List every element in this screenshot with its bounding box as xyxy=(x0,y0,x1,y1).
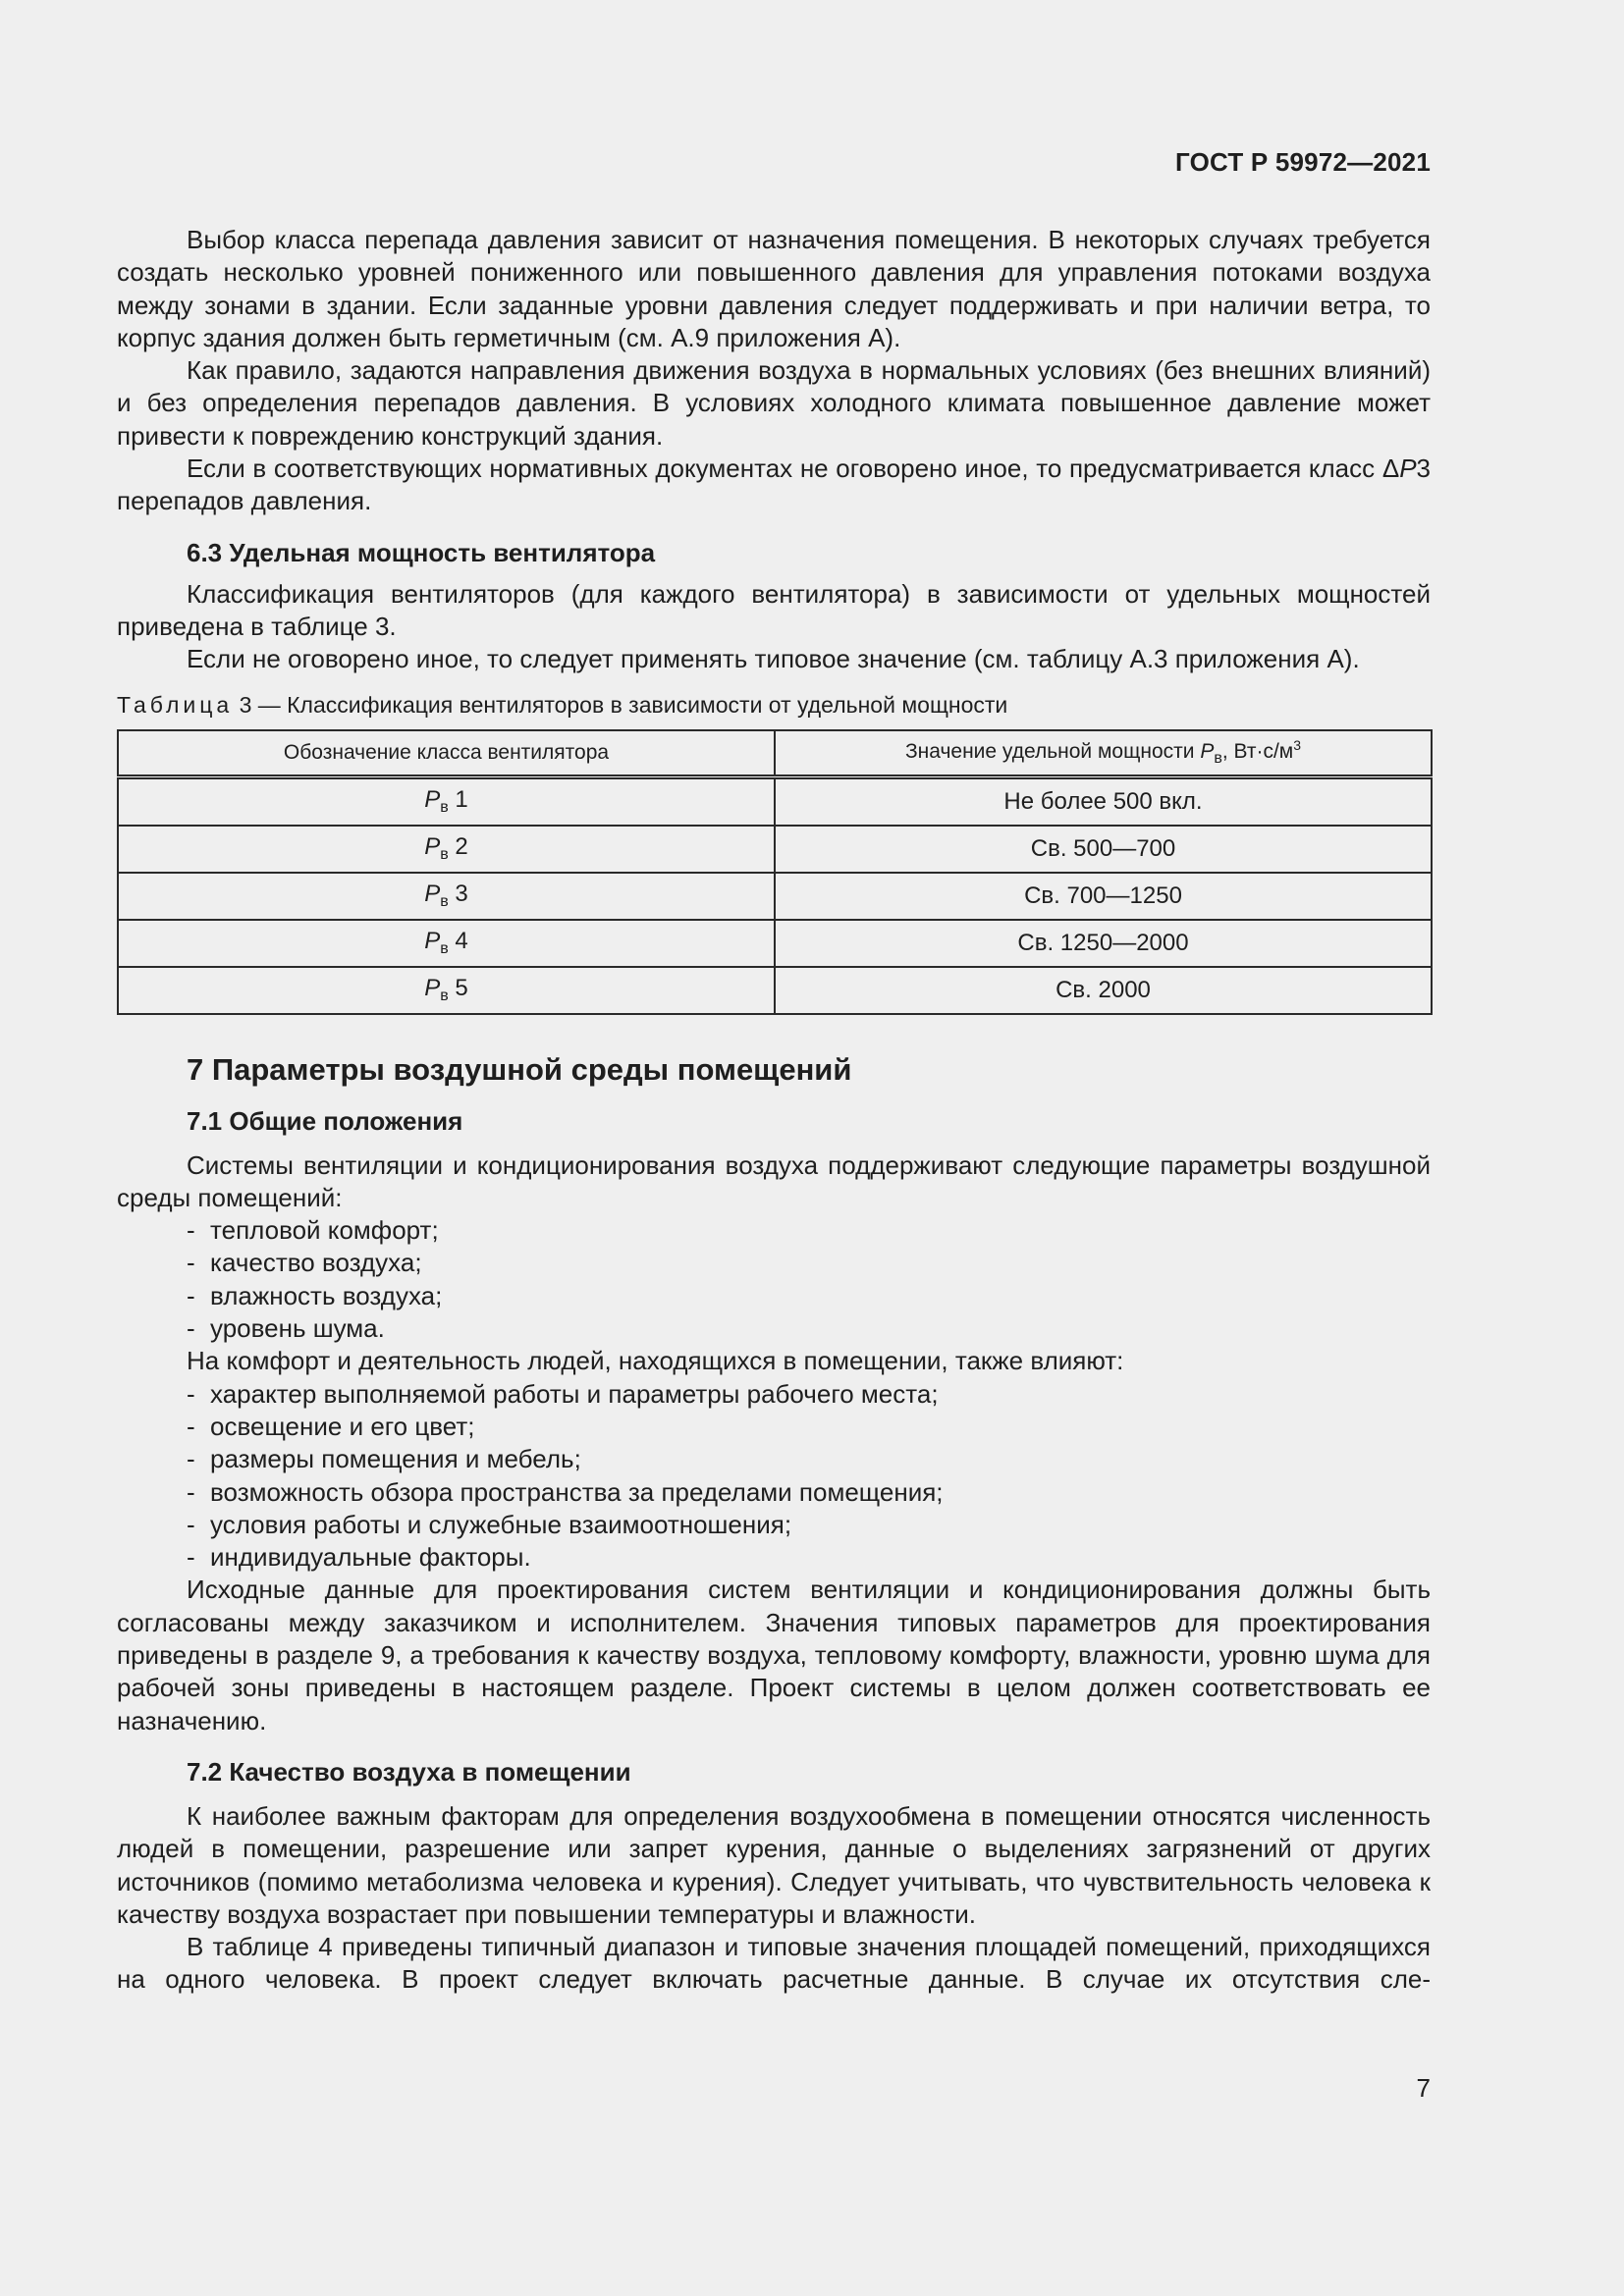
list-item xyxy=(187,1443,1431,1475)
delta-symbol: Δ xyxy=(1381,454,1400,484)
list-item-text: возможность обзора пространства за пределами помещения; xyxy=(210,1476,944,1507)
list-dash: - xyxy=(187,1215,195,1246)
table-row xyxy=(118,776,1432,826)
table-cell-value: Св. 1250—2000 xyxy=(775,920,1432,967)
list-dash: - xyxy=(187,1509,195,1539)
section-heading-7: 7 Параметры воздушной среды помещений xyxy=(187,1051,852,1087)
superscript: 3 xyxy=(1293,737,1302,754)
text: 3 перепадов давления. xyxy=(117,454,1431,516)
text: Если в соответствующих нормативных документах не оговорено иное, то предусматривается класс xyxy=(187,454,1382,484)
paragraph: Классификация вентиляторов (для каждого вентилятора) в зависимости от удельных мощностей приведена в таблице 3. xyxy=(117,578,1431,641)
table-cell-class xyxy=(118,920,775,967)
list-item-text: освещение и его цвет; xyxy=(210,1411,475,1441)
p-symbol: P xyxy=(424,881,441,908)
subscript: в xyxy=(1214,750,1222,768)
table-header-row xyxy=(118,730,1432,777)
table-row xyxy=(118,920,1432,967)
p-symbol: P xyxy=(424,786,441,814)
table-cell-class xyxy=(118,776,775,826)
list-item-text: характер выполняемой работы и параметры рабочего места; xyxy=(210,1378,939,1409)
list-dash: - xyxy=(187,1476,195,1507)
paragraph: Если не оговорено иное, то следует применять типовое значение (см. таблицу А.3 приложения А). xyxy=(187,644,1360,674)
p-symbol: P xyxy=(424,928,441,955)
list-item-text: размеры помещения и мебель; xyxy=(210,1444,581,1474)
table-row xyxy=(118,967,1432,1014)
table-cell-value: Св. 700—1250 xyxy=(775,873,1432,920)
subscript: в xyxy=(440,846,449,864)
text: Значение удельной мощности xyxy=(904,740,1201,764)
section-heading-7-1: 7.1 Общие положения xyxy=(187,1105,463,1136)
list-item-text: условия работы и служебные взаимоотношения; xyxy=(210,1509,792,1539)
list-item-text: влажность воздуха; xyxy=(210,1280,443,1310)
section-heading-7-2: 7.2 Качество воздуха в помещении xyxy=(187,1756,631,1787)
list-dash: - xyxy=(187,1248,195,1278)
list-item xyxy=(187,1214,1431,1247)
list-item xyxy=(187,1509,1431,1541)
list-item xyxy=(187,1312,1431,1345)
table-row xyxy=(118,873,1432,920)
subscript: в xyxy=(440,940,449,958)
class-number: 5 xyxy=(448,975,468,1002)
paragraph xyxy=(117,453,1431,518)
list-dash: - xyxy=(187,1313,195,1344)
list-item-text: уровень шума. xyxy=(210,1313,385,1344)
list-dash: - xyxy=(187,1280,195,1310)
class-number: 1 xyxy=(448,786,468,814)
list-dash: - xyxy=(187,1444,195,1474)
paragraph: На комфорт и деятельность людей, находящихся в помещении, также влияют: xyxy=(187,1346,1124,1376)
document-number-header: ГОСТ Р 59972—2021 xyxy=(1175,147,1431,177)
table-header-cell xyxy=(775,730,1432,777)
list-dash: - xyxy=(187,1411,195,1441)
subscript: в xyxy=(440,893,449,911)
paragraph: Как правило, задаются направления движения воздуха в нормальных условиях (без внешних влияний) и без определения перепадов давления. В условиях холодного климата повышенное давление может привести к повреждению конструкций здания. xyxy=(117,355,1431,451)
subscript: в xyxy=(440,988,449,1005)
table-caption-word: Таблица xyxy=(117,691,234,718)
table-cell-value: Св. 2000 xyxy=(775,967,1432,1014)
list-item xyxy=(187,1247,1431,1279)
list-dash: - xyxy=(187,1378,195,1409)
table-cell-value: Не более 500 вкл. xyxy=(775,776,1432,826)
p-symbol: P xyxy=(424,975,441,1002)
list-item-text: качество воздуха; xyxy=(210,1248,422,1278)
table-header-cell: Обозначение класса вентилятора xyxy=(118,730,775,777)
paragraph: Системы вентиляции и кондиционирования воздуха поддерживают следующие параметры воздушной среды помещений: xyxy=(117,1149,1431,1212)
page-content xyxy=(117,224,1431,1997)
class-number: 2 xyxy=(448,833,468,861)
list-item-text: тепловой комфорт; xyxy=(210,1215,439,1246)
paragraph: К наиболее важным факторам для определения воздухообмена в помещении относятся численность людей в помещении, разрешение или запрет курения, данные о выделениях загрязнений от других источников (помимо метаболизма человека и курения). Следует учитывать, что чувствительность человека к качеству воздуха возрастает при повышении температуры и влажности. xyxy=(117,1800,1431,1929)
table-cell-class xyxy=(118,967,775,1014)
text: , Вт·с/м xyxy=(1221,740,1294,764)
page-number: 7 xyxy=(1416,2073,1431,2103)
fan-class-table xyxy=(117,729,1433,1015)
list-dash: - xyxy=(187,1542,195,1573)
paragraph: Выбор класса перепада давления зависит от назначения помещения. В некоторых случаях требуется создать несколько уровней пониженного или повышенного давления для управления потоками воздуха между зонами в здании. Если заданные уровни давления следует поддерживать и при наличии ветра, то корпус здания должен быть герметичным (см. А.9 приложения А). xyxy=(117,225,1431,352)
class-number: 3 xyxy=(448,881,468,908)
subscript: в xyxy=(440,799,449,817)
list-item xyxy=(187,1378,1431,1411)
list-item xyxy=(187,1476,1431,1509)
p-symbol: P xyxy=(424,833,441,861)
list-item-text: индивидуальные факторы. xyxy=(210,1542,531,1573)
table-caption xyxy=(117,690,1431,720)
list-item xyxy=(187,1541,1431,1574)
table-cell-class xyxy=(118,873,775,920)
list-item xyxy=(187,1411,1431,1443)
paragraph: Исходные данные для проектирования систем вентиляции и кондиционирования должны быть согласованы между заказчиком и исполнителем. Значения типовых параметров для проектирования приведены в разделе 9, а требования к качеству воздуха, тепловому комфорту, влажности, уровню шума для рабочей зоны приведены в настоящем разделе. Проект системы в целом должен соответствовать ее назначению. xyxy=(117,1575,1431,1735)
p-symbol: P xyxy=(1200,740,1215,764)
section-heading-6-3: 6.3 Удельная мощность вентилятора xyxy=(187,537,656,567)
table-cell-value: Св. 500—700 xyxy=(775,826,1432,873)
list-item xyxy=(187,1280,1431,1312)
p-symbol: P xyxy=(1399,454,1417,484)
table-row xyxy=(118,826,1432,873)
table-cell-class xyxy=(118,826,775,873)
class-number: 4 xyxy=(448,928,468,955)
paragraph: В таблице 4 приведены типичный диапазон и типовые значения площадей помещений, приходящихся на одного человека. В проект следует включать расчетные данные. В случае их отсутствия сле- xyxy=(117,1932,1431,1995)
table-caption-text: 3 — Классификация вентиляторов в зависимости от удельной мощности xyxy=(233,691,1008,718)
